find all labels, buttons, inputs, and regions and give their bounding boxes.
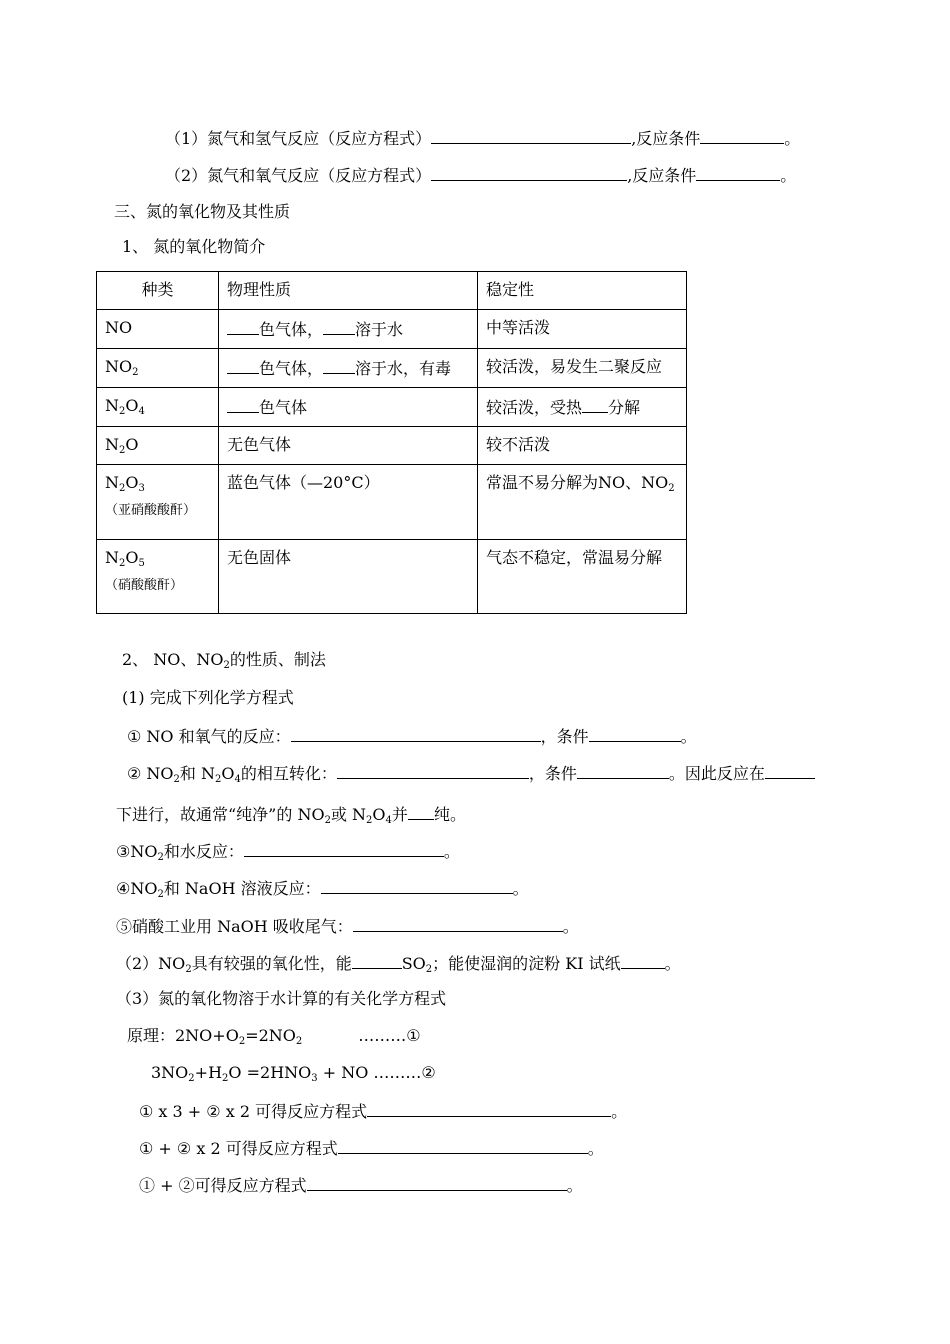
reaction-line: $3NO_2+H_2O =2HNO_3$ + NO ………②	[151, 1063, 436, 1084]
answer-blank[interactable]	[431, 127, 631, 144]
physical-cell: 无色气体	[219, 427, 478, 465]
question-1: （1）氮气和氢气反应（反应方程式） ,反应条件 。	[165, 129, 801, 148]
answer-blank[interactable]	[408, 803, 434, 820]
species-cell: $N_2O_5$ （硝酸酸酐）	[97, 540, 219, 614]
equation-line: $④NO_2$和 NaOH 溶液反应： 。	[116, 879, 529, 900]
table-row	[97, 540, 687, 614]
answer-blank[interactable]	[431, 164, 627, 181]
answer-blank[interactable]	[621, 952, 665, 969]
answer-blank[interactable]	[227, 396, 259, 413]
species-cell: $N_2O_4$	[97, 388, 219, 427]
answer-blank[interactable]	[338, 1137, 588, 1154]
physical-cell: 无色固体	[219, 540, 478, 614]
equation-line: ② $NO_2$和 $N_2O_4$的相互转化： ，条件 。因此反应在	[127, 762, 815, 784]
answer-blank[interactable]	[323, 318, 355, 335]
physical-cell: 色气体， 溶于水	[219, 310, 478, 349]
combination-line: ① + ② x 2 可得反应方程式 。	[139, 1139, 604, 1158]
reaction-line: 原理：$2NO+O_2=2NO_2$ ………①	[127, 1026, 421, 1047]
header-cell: 稳定性	[478, 272, 687, 310]
answer-blank[interactable]	[577, 762, 669, 779]
combination-line: ① x 3 + ② x 2 可得反应方程式 。	[139, 1102, 628, 1121]
question-2: （2）氮气和氧气反应（反应方程式） ,反应条件 。	[165, 166, 797, 185]
answer-blank[interactable]	[291, 725, 541, 742]
species-cell: NO	[97, 310, 219, 349]
answer-blank[interactable]	[765, 762, 815, 779]
paragraph: (1) 完成下列化学方程式	[122, 688, 294, 707]
equation-line: ⑤硝酸工业用 NaOH 吸收尾气： 。	[116, 917, 579, 936]
table-row	[97, 388, 687, 427]
subsection-heading: 2、 NO、$NO_2$的性质、制法	[122, 650, 326, 671]
section-heading: 三、氮的氧化物及其性质	[114, 202, 291, 221]
answer-blank[interactable]	[321, 877, 513, 894]
equation-line: 下进行，故通常“纯净”的 $NO_2$或 $N_2O_4$并 纯。	[116, 805, 466, 826]
answer-blank[interactable]	[700, 127, 784, 144]
combination-line: ① + ②可得反应方程式 。	[139, 1176, 583, 1195]
species-cell: $NO_2$	[97, 349, 219, 388]
table-row	[97, 427, 687, 465]
equation-line: ① NO 和氧气的反应： ，条件 。	[127, 727, 697, 746]
stability-cell: 较活泼，易发生二聚反应	[478, 349, 687, 388]
answer-blank[interactable]	[582, 396, 608, 413]
answer-blank[interactable]	[589, 725, 681, 742]
answer-blank[interactable]	[244, 840, 444, 857]
stability-cell: 较不活泼	[478, 427, 687, 465]
answer-blank[interactable]	[323, 357, 355, 374]
answer-blank[interactable]	[352, 952, 402, 969]
paragraph: $(2)NO_2$具有较强的氧化性，能 $SO_2$；能使湿润的淀粉 KI 试纸 。	[116, 954, 681, 975]
subsection-heading: 1、 氮的氧化物简介	[122, 237, 266, 256]
stability-cell: 气态不稳定，常温易分解	[478, 540, 687, 614]
answer-blank[interactable]	[696, 164, 780, 181]
paragraph: （3）氮的氧化物溶于水计算的有关化学方程式	[116, 989, 447, 1008]
physical-cell: 色气体	[219, 388, 478, 427]
answer-blank[interactable]	[337, 762, 529, 779]
table-row	[97, 465, 687, 540]
answer-blank[interactable]	[367, 1100, 611, 1117]
answer-blank[interactable]	[307, 1174, 567, 1191]
table-row	[97, 349, 687, 388]
header-cell: 种类	[97, 272, 219, 310]
answer-blank[interactable]	[227, 318, 259, 335]
physical-cell: 蓝色气体（—20°C）	[219, 465, 478, 540]
species-cell: $N_2O$	[97, 427, 219, 465]
stability-cell: 常温不易分解为NO、$NO_2$	[478, 465, 687, 540]
stability-cell: 较活泼，受热 分解	[478, 388, 687, 427]
species-cell: $N_2O_3$ （亚硝酸酸酐）	[97, 465, 219, 540]
equation-line: $③NO_2$和水反应： 。	[116, 842, 460, 863]
header-cell: 物理性质	[219, 272, 478, 310]
answer-blank[interactable]	[227, 357, 259, 374]
physical-cell: 色气体， 溶于水，有毒	[219, 349, 478, 388]
stability-cell: 中等活泼	[478, 310, 687, 349]
oxide-table	[96, 271, 687, 614]
table-row	[97, 310, 687, 349]
answer-blank[interactable]	[353, 915, 563, 932]
table-header-row	[97, 272, 687, 310]
